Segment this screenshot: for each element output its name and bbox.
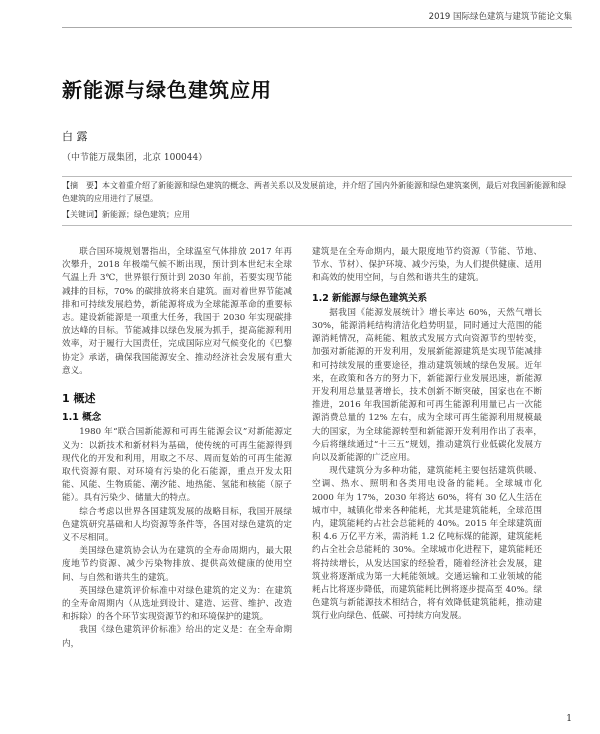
section-heading: 1 概述 bbox=[62, 392, 96, 406]
paragraph: 联合国环境规划署指出，全球温室气体排放 2017 年再次攀升，2018 年极端气候不断出现，预计到本世纪末全球气温上升 3℃，世界银行预计到 2030 年前，若要实现节能减排的目标，70% 的碳排放将来自建筑。面对着世界节能减排和可持续发展趋势，新能源将成为全球能源革命的重要标志。建设新能源是一项重大任务，我国于 2030 年实现碳排放达峰的目标。节能减排以绿色发展为抓手，提高能源利用效率，对于履行大国责任，完成国际应对气候变化的《巴黎协定》承诺，确保我国能源安全、推动经济社会发展有重大意义。 bbox=[62, 247, 292, 376]
header-rule bbox=[62, 27, 572, 28]
paragraph: 英国绿色建筑评价标准中对绿色建筑的定义为：在建筑的全寿命周期内（从选址到设计、建造、运营、维护、改造和拆除）的各个环节实现资源节约和环境保护的建筑。 bbox=[62, 585, 292, 623]
paragraph: 据我国《能源发展统计》增长率达 60%，天然气增长 30%，能源消耗结构清洁化趋势明显，同时通过大范围的能源消耗情况，高耗能、粗放式发展方式向资源节约型转变，加强对新能源的开发利用，发展新能源建筑是实现节能减排和可持续发展的重要途径，推动建筑领域的绿色发展。近年来，在政策和各方的努力下，新能源行业发展迅速，新能源开发利用总量显著增长，技术创新不断突破，国家也在不断推进，2016 年我国新能源和可再生能源利用量已占一次能源消费总量的 12% 左右，成为全球可再生能源利用规模最大的国家，为全球能源转型和新能源开发利用作出了表率，今后将继续通过“十三五”规划，推动建筑行业低碳化发展方向以及新能源的广泛应用。 bbox=[312, 307, 542, 464]
subsection-heading: 1.1 概念 bbox=[62, 412, 102, 424]
paragraph: 综合考虑以世界各国建筑发展的战略目标，我国开展绿色建筑研究基础和人均资源等条件等，各国对绿色建筑的定义不尽相同。 bbox=[62, 506, 292, 544]
paragraph: 我国《绿色建筑评价标准》给出的定义是：在全寿命期内， bbox=[62, 625, 292, 649]
author-affiliation: （中节能万晟集团，北京 100044） bbox=[62, 153, 208, 163]
author-name: 白 露 bbox=[62, 130, 88, 143]
running-head: 2019 国际绿色建筑与建筑节能论文集 bbox=[428, 12, 572, 22]
page-number: 1 bbox=[566, 714, 572, 724]
paragraph: 美国绿色建筑协会认为在建筑的全寿命周期内，最大限度地节约资源、减少污染物排放、提供高效健康的使用空间、与自然和谐共生的建筑。 bbox=[62, 546, 292, 583]
paragraph: 1980 年“联合国新能源和可再生能源会议”对新能源定义为：以新技术和新材料为基础，使传统的可再生能源得到现代化的开发和利用，用取之不尽、周而复始的可再生能源取代资源有限、对环境有污染的化石能源，重点开发太阳能、风能、生物质能、潮汐能、地热能、氢能和核能（原子能）。具有污染少、储量大的特点。 bbox=[62, 427, 292, 504]
right-column bbox=[312, 246, 542, 624]
paragraph: 建筑是在全寿命期内，最大限度地节约资源（节能、节地、节水、节材）、保护环境、减少污染，为人们提供健康、适用和高效的使用空间，与自然和谐共生的建筑。 bbox=[312, 247, 542, 284]
subsection-heading: 1.2 新能源与绿色建筑关系 bbox=[312, 292, 428, 304]
paragraph: 现代建筑分为多种功能，建筑能耗主要包括建筑供暖、空调、热水、照明和各类用电设备的能耗。全球城市化 2000 年为 17%，2030 年将达 60%，将有 30 亿人生活在城市中，城镇化带来各种能耗，尤其是建筑能耗，全球范围内，建筑能耗约占社会总能耗的 40%。2015 年全球建筑面积 4.6 万亿平方米，需消耗 1.2 亿吨标煤的能源，建筑能耗约占全社会总能耗的 30%。全球城市化进程下，建筑能耗还将持续增长，从发达国家的经验看，随着经济社会发展，建筑业将逐渐成为第一大耗能领域。交通运输和工业领域的能耗占比将逐步降低，而建筑能耗比例将逐步提高至 40%。绿色建筑与新能源技术相结合，将有效降低建筑能耗，推动建筑行业向绿色、低碳、可持续方向发展。 bbox=[312, 466, 542, 622]
paper-title: 新能源与绿色建筑应用 bbox=[62, 78, 272, 102]
left-column bbox=[62, 246, 292, 651]
keywords: 【关键词】新能源；绿色建筑；应用 bbox=[62, 210, 190, 219]
abstract: 【摘 要】本文着重介绍了新能源和绿色建筑的概念、两者关系以及发展前途，并介绍了国内外新能源和绿色建筑案例，最后对我国新能源和绿色建筑的应用进行了展望。 bbox=[62, 181, 566, 203]
